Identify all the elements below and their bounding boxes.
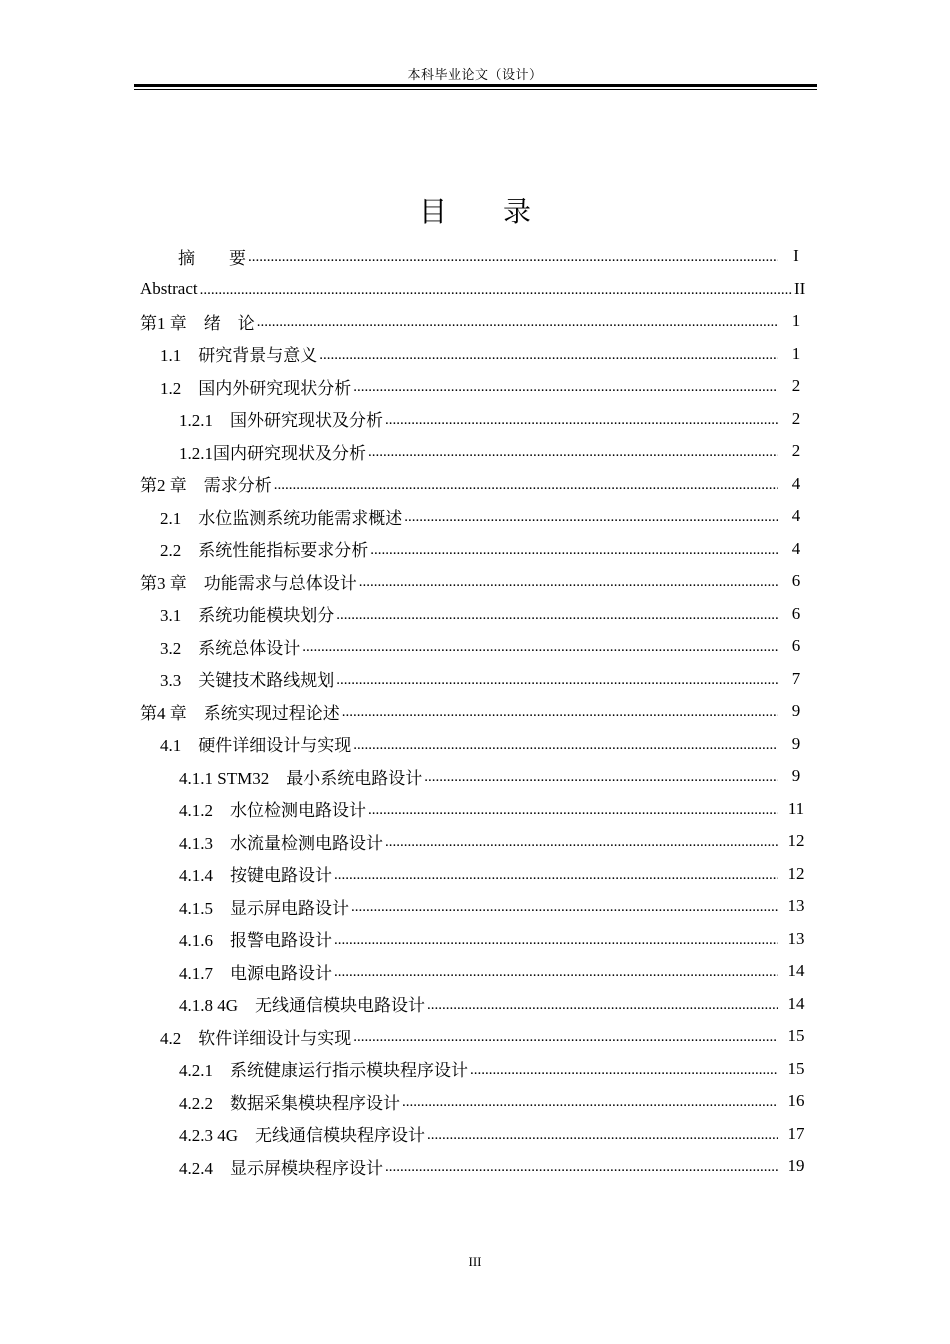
toc-entry-page: 15 — [787, 1026, 805, 1046]
toc-leader-dots — [427, 994, 778, 1014]
running-header: 本科毕业论文（设计） — [407, 67, 543, 82]
toc-entry-page: 12 — [787, 863, 805, 883]
toc-leader-dots — [336, 669, 778, 689]
toc-entry-page: I — [793, 246, 799, 266]
toc-leader-dots — [353, 1026, 778, 1046]
toc-entry-label: 1.2 国内外研究现状分析 — [160, 378, 352, 398]
toc-leader-dots — [274, 474, 778, 494]
toc-entry-label: 1.2.1国内研究现状及分析 — [179, 443, 366, 463]
toc-entry[interactable] — [140, 1150, 812, 1183]
toc-leader-dots — [257, 311, 778, 331]
toc-leader-dots — [424, 766, 778, 786]
toc-leader-dots — [334, 961, 778, 981]
toc-entry[interactable] — [140, 500, 812, 533]
page-title — [0, 190, 950, 230]
toc-entry-label: 2.1 水位监测系统功能需求概述 — [160, 508, 403, 528]
toc-leader-dots — [368, 799, 778, 819]
table-of-contents — [140, 240, 812, 1183]
toc-entry[interactable] — [140, 955, 812, 988]
toc-entry-page: 19 — [787, 1156, 805, 1176]
toc-entry-label: 4.1.5 显示屏电路设计 — [179, 898, 349, 918]
toc-entry-page: 17 — [787, 1123, 805, 1143]
toc-leader-dots — [404, 506, 778, 526]
toc-entry-label: 摘 要 — [178, 248, 246, 268]
toc-leader-dots — [359, 571, 778, 591]
toc-entry-page: 2 — [791, 376, 801, 396]
toc-entry-page: 16 — [787, 1091, 805, 1111]
toc-entry-page: 9 — [791, 733, 801, 753]
toc-entry-page: 15 — [787, 1058, 805, 1078]
toc-entry-page: 4 — [791, 506, 801, 526]
toc-entry[interactable] — [140, 338, 812, 371]
toc-entry[interactable] — [140, 923, 812, 956]
toc-entry[interactable] — [140, 890, 812, 923]
toc-entry-label: 3.2 系统总体设计 — [160, 638, 301, 658]
toc-leader-dots — [402, 1091, 778, 1111]
toc-entry[interactable] — [140, 663, 812, 696]
toc-entry[interactable] — [140, 1085, 812, 1118]
page-number: III — [468, 1254, 482, 1269]
toc-entry[interactable] — [140, 305, 812, 338]
toc-leader-dots — [385, 1156, 778, 1176]
toc-entry-label: Abstract — [140, 278, 198, 298]
toc-leader-dots — [368, 441, 778, 461]
toc-entry-label: 4.1 硬件详细设计与实现 — [160, 736, 352, 756]
toc-entry-label: 4.1.1 STM32 最小系统电路设计 — [179, 768, 423, 788]
toc-entry[interactable] — [140, 630, 812, 663]
toc-entry[interactable] — [140, 273, 812, 306]
toc-entry-page: 6 — [791, 636, 801, 656]
toc-leader-dots — [385, 409, 778, 429]
toc-entry[interactable] — [140, 793, 812, 826]
toc-leader-dots — [353, 734, 778, 754]
toc-leader-dots — [334, 929, 778, 949]
toc-entry-page: 9 — [791, 766, 801, 786]
toc-entry-page: 6 — [791, 603, 801, 623]
toc-entry-page: 13 — [787, 896, 805, 916]
toc-entry[interactable] — [140, 565, 812, 598]
toc-leader-dots — [336, 604, 778, 624]
toc-entry[interactable] — [140, 988, 812, 1021]
header-rule-thin — [134, 89, 817, 90]
toc-leader-dots — [353, 376, 778, 396]
toc-entry-page: 9 — [791, 701, 801, 721]
toc-entry-label: 4.1.6 报警电路设计 — [179, 931, 332, 951]
toc-leader-dots — [470, 1059, 778, 1079]
toc-entry[interactable] — [140, 695, 812, 728]
toc-entry-label: 4.1.4 按键电路设计 — [179, 866, 332, 886]
title-char-right: 录 — [503, 197, 532, 228]
toc-leader-dots — [427, 1124, 778, 1144]
toc-entry-label: 第4 章 系统实现过程论述 — [140, 703, 340, 723]
toc-entry-label: 第2 章 需求分析 — [140, 476, 272, 496]
toc-entry[interactable] — [140, 728, 812, 761]
toc-entry-label: 4.2.2 数据采集模块程序设计 — [179, 1093, 400, 1113]
toc-entry-label: 2.2 系统性能指标要求分析 — [160, 541, 369, 561]
toc-entry[interactable] — [140, 533, 812, 566]
toc-entry-label: 1.2.1 国外研究现状及分析 — [179, 411, 383, 431]
toc-entry-page: II — [794, 278, 806, 298]
toc-entry-label: 1.1 研究背景与意义 — [160, 346, 318, 366]
toc-leader-dots — [334, 864, 778, 884]
toc-leader-dots — [351, 896, 778, 916]
toc-entry-page: 13 — [787, 928, 805, 948]
toc-entry-page: 1 — [791, 311, 801, 331]
toc-entry[interactable] — [140, 1020, 812, 1053]
toc-entry-label: 4.1.2 水位检测电路设计 — [179, 801, 366, 821]
toc-entry-label: 第1 章 绪 论 — [140, 313, 255, 333]
toc-leader-dots — [385, 831, 778, 851]
toc-entry-page: 11 — [787, 798, 805, 818]
toc-leader-dots — [319, 344, 778, 364]
toc-entry-page: 1 — [791, 343, 801, 363]
toc-entry-page: 7 — [791, 668, 801, 688]
toc-entry-label: 4.2 软件详细设计与实现 — [160, 1028, 352, 1048]
toc-entry-label: 4.2.1 系统健康运行指示模块程序设计 — [179, 1061, 468, 1081]
toc-entry-page: 14 — [787, 993, 805, 1013]
toc-entry-page: 12 — [787, 831, 805, 851]
toc-entry[interactable] — [140, 858, 812, 891]
toc-leader-dots — [248, 246, 778, 266]
toc-entry-label: 3.1 系统功能模块划分 — [160, 606, 335, 626]
title-char-left: 目 — [418, 197, 447, 228]
toc-entry-label: 4.1.8 4G 无线通信模块电路设计 — [179, 996, 426, 1016]
toc-entry[interactable] — [140, 760, 812, 793]
toc-entry-page: 2 — [791, 408, 801, 428]
toc-entry-label: 3.3 关键技术路线规划 — [160, 671, 335, 691]
toc-entry-label: 第3 章 功能需求与总体设计 — [140, 573, 357, 593]
toc-leader-dots — [342, 701, 778, 721]
toc-entry[interactable] — [140, 1053, 812, 1086]
toc-entry-page: 4 — [791, 538, 801, 558]
toc-entry-page: 6 — [791, 571, 801, 591]
toc-leader-dots — [200, 279, 792, 299]
toc-entry-page: 14 — [787, 961, 805, 981]
toc-entry[interactable] — [140, 240, 812, 273]
toc-entry-label: 4.1.3 水流量检测电路设计 — [179, 833, 383, 853]
toc-entry[interactable] — [140, 403, 812, 436]
toc-entry[interactable] — [140, 435, 812, 468]
toc-entry-label: 4.2.4 显示屏模块程序设计 — [179, 1158, 383, 1178]
toc-leader-dots — [302, 636, 778, 656]
header-rule-thick — [134, 84, 817, 87]
toc-entry-page: 4 — [791, 473, 801, 493]
toc-entry-page: 2 — [791, 441, 801, 461]
toc-entry[interactable] — [140, 370, 812, 403]
toc-entry[interactable] — [140, 825, 812, 858]
toc-entry[interactable] — [140, 468, 812, 501]
toc-entry[interactable] — [140, 598, 812, 631]
toc-leader-dots — [370, 539, 778, 559]
toc-entry-label: 4.2.3 4G 无线通信模块程序设计 — [179, 1126, 426, 1146]
toc-entry[interactable] — [140, 1118, 812, 1151]
toc-entry-label: 4.1.7 电源电路设计 — [179, 963, 332, 983]
